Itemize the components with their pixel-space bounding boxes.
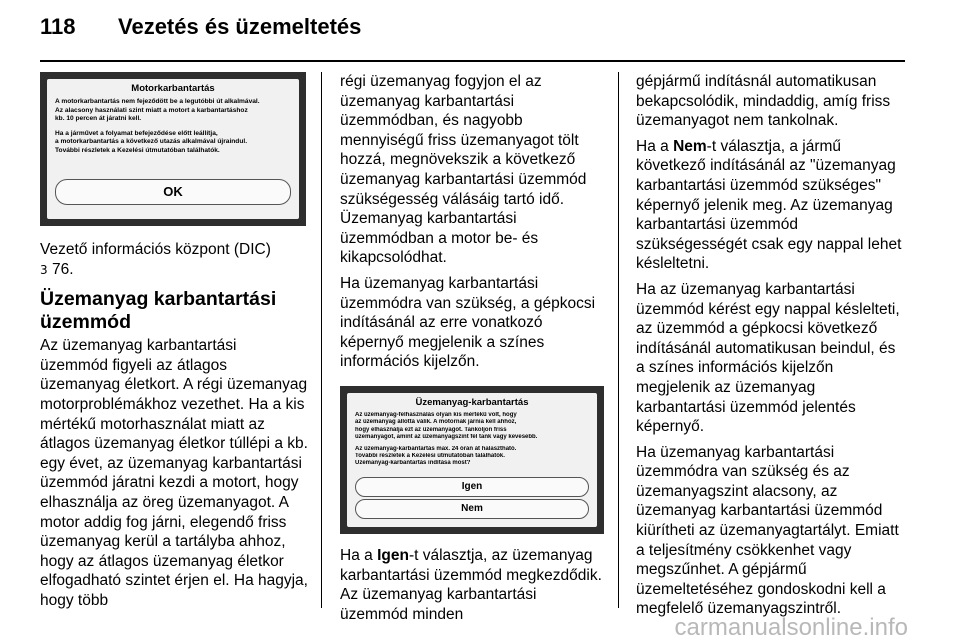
screen-line: hogy elhasználja ezt az üzemanyagot. Tankoljon friss	[355, 426, 507, 433]
motor-maintenance-screen-image	[40, 72, 306, 226]
page-title: Vezetés és üzemeltetés	[118, 14, 362, 39]
text-run: -t választja, a jármű következő indításánál az "üzemanyag karbantartási üzemmód szükséges" képernyő jelenik meg. Az üzemanyag karbantartási üzemmód szükségességét csak egy nappal lehet késleltetni.	[636, 137, 902, 273]
screen-line: Az alacsony használati szint miatt a motort a karbantartáshoz	[55, 106, 248, 114]
paragraph: Ha az üzemanyag karbantartási üzemmód kérést egy nappal késlelteti, az üzemmód a gépkocsi következő indításánál automatikusan beindul, és a színes információs kijelzőn megjelenik az üzemanyag karbantartási üzemmód jelentés képernyő.	[636, 280, 900, 436]
column-divider	[321, 72, 322, 608]
paragraph	[636, 137, 906, 274]
column-divider	[618, 72, 619, 608]
screen-line: az üzemanyag állottá válik. A motornak járnia kell ahhoz,	[355, 419, 517, 426]
paragraph: régi üzemanyag fogyjon el az üzemanyag karbantartási üzemmódban, és nagyobb mennyiségű friss üzemanyagot tölt hozzá, megnövekszik a következő üzemanyag karbantartási üzemmód szükségesség válásáig tartó idő. Üzemanyag karbantartási üzemmódban a motor be- és kikapcsolódhat.	[340, 73, 587, 267]
screen-title: Motorkarbantartás	[131, 83, 215, 94]
screen-line: a motorkarbantartás a következő utazás alkalmával újraindul.	[55, 138, 248, 146]
screen-line: A motorkarbantartás nem fejeződött be a legutóbbi út alkalmával.	[55, 98, 260, 105]
paragraph: Ha üzemanyag karbantartási üzemmódra van szükség, a gépkocsi indításánál az erre vonatkozó képernyő megjelenik a színes információs kijelzőn.	[340, 274, 596, 371]
page-number: 118	[40, 14, 76, 39]
bold-term-igen: Igen	[377, 546, 409, 564]
screen-line: Az üzemanyag-felhasználás olyan kis mértékű volt, hogy	[355, 411, 517, 418]
screen-line: Üzemanyag-karbantartás indítása most?	[355, 460, 471, 467]
fuel-maintenance-screen-image	[340, 386, 604, 534]
text-run: Ha a	[636, 137, 674, 155]
dic-reference	[40, 240, 308, 280]
header-rule	[40, 60, 905, 62]
column-2	[340, 72, 605, 630]
text-run: -t választja, az üzemanyag karbantartási üzemmód megkezdődik. Az üzemanyag karbantartási üzemmód minden	[340, 546, 602, 623]
paragraph	[340, 546, 605, 624]
section-heading: Üzemanyag karbantartási üzemmód	[40, 288, 277, 334]
screen-line: Az üzemanyag-karbantartás max. 24 órán át halasztható.	[355, 445, 517, 452]
screen-display	[347, 393, 597, 527]
paragraph: gépjármű indításnál automatikusan bekapcsolódik, mindaddig, amíg friss üzemanyagot nem tankolnak.	[636, 73, 891, 130]
column-3	[636, 72, 906, 625]
ok-button: OK	[55, 179, 291, 205]
text-run: Ha a	[340, 546, 378, 564]
screen-line: kb. 10 percen át járatni kell.	[55, 115, 142, 123]
screen-line: Ha a járművet a folyamat befejeződése előtt leállítja,	[55, 129, 218, 137]
screen-display	[47, 79, 299, 219]
dic-page-ref: 76.	[51, 260, 74, 278]
yes-button: Igen	[355, 477, 589, 497]
paragraph: Az üzemanyag karbantartási üzemmód figyeli az átlagos üzemanyag életkort. A régi üzemanyag motorproblémákhoz vezethet. Ha a kis mértékű motorhasználat miatt az átlagos üzemanyag életkor túllépi a kb. egy évet, az üzemanyag karbantartási üzemmód járatni kezdi a motort, hogy elhasználja az öreg üzemanyagot. A motor addig fog járni, elegendő friss üzemanyag kerül a tartályba ahhoz, hogy az átlagos üzemanyag életkor elfogadható szintet érjen el. Ha hagyja, hogy több	[40, 337, 308, 609]
screen-line: További részletek a Kezelési útmutatóban találhatók.	[55, 146, 220, 154]
column-1	[40, 72, 308, 617]
paragraph: Ha üzemanyag karbantartási üzemmódra van szükség és az üzemanyagszint alacsony, az üzemanyag karbantartási üzemmód kiürítheti az üzemanyagtartályt. Emiatt a teljesítmény csökkenhet vagy megszűnhet. A gépjármű üzemeltetéséhez gondoskodni kell a megfelelő üzemanyagszintről.	[636, 443, 899, 618]
screen-title: Üzemanyag-karbantartás	[415, 396, 529, 408]
screen-text	[355, 412, 589, 468]
no-button: Nem	[355, 499, 589, 519]
page-reference-icon: 3	[40, 262, 48, 277]
dic-text: Vezető információs központ (DIC)	[40, 241, 271, 258]
watermark: carmanualsonline.info	[674, 614, 908, 641]
screen-line: További részletek a Kezelési útmutatóban találhatók.	[355, 452, 505, 459]
screen-line: üzemanyagot, amint az üzemanyagszint fél tank vagy kevesebb.	[355, 434, 538, 441]
screen-text	[55, 98, 291, 156]
bold-term-nem: Nem	[673, 137, 707, 155]
page-header	[40, 14, 361, 40]
